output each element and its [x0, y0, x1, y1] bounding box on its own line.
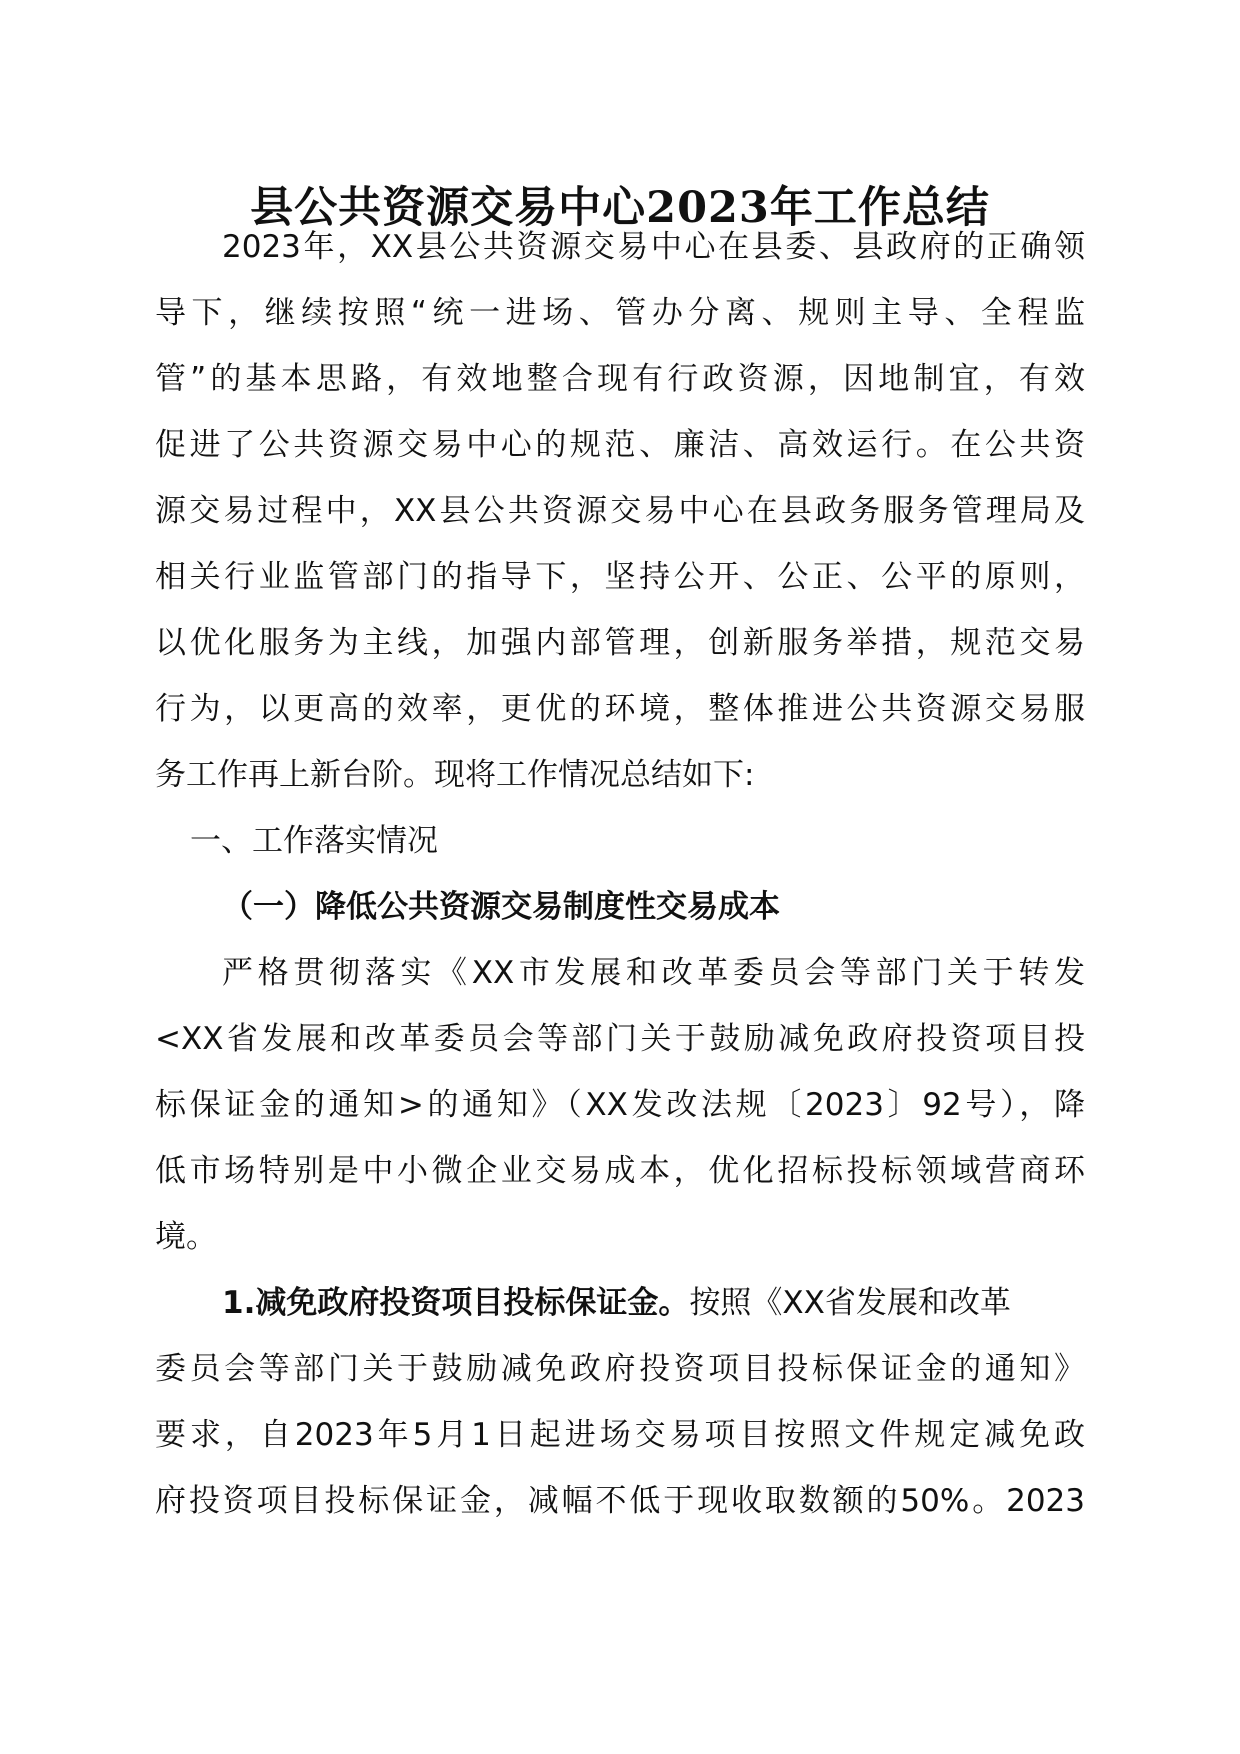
paragraph-line: 严格贯彻落实《XX市发展和改革委员会等部门关于转发: [222, 955, 1085, 991]
document-title: 县公共资源交易中心2023年工作总结: [250, 183, 990, 233]
paragraph-line: 府投资项目投标保证金，减幅不低于现收取数额的50%。2023: [155, 1483, 1085, 1519]
paragraph-line: 源交易过程中，XX县公共资源交易中心在县政务服务管理局及: [155, 493, 1085, 529]
paragraph-line: 导下，继续按照“统一进场、管办分离、规则主导、全程监: [155, 295, 1085, 331]
paragraph-line: 境。: [155, 1219, 217, 1255]
paragraph-line: 委员会等部门关于鼓励减免政府投资项目投标保证金的通知》: [155, 1351, 1085, 1387]
paragraph-line: <XX省发展和改革委员会等部门关于鼓励减免政府投资项目投: [155, 1021, 1085, 1057]
paragraph-line: 行为，以更高的效率，更优的环境，整体推进公共资源交易服: [155, 691, 1085, 727]
item-first-line: [222, 1270, 1085, 1336]
paragraph-line: 低市场特别是中小微企业交易成本，优化招标投标领域营商环: [155, 1153, 1085, 1189]
paragraph-line: 相关行业监管部门的指导下，坚持公开、公正、公平的原则，: [155, 559, 1085, 595]
paragraph-line: 以优化服务为主线，加强内部管理，创新服务举措，规范交易: [155, 625, 1085, 661]
section-heading: 一、工作落实情况: [190, 823, 438, 859]
paragraph-line: 促进了公共资源交易中心的规范、廉洁、高效运行。在公共资: [155, 427, 1085, 463]
paragraph-line: 务工作再上新台阶。现将工作情况总结如下:: [155, 757, 755, 793]
paragraph-line: 管”的基本思路，有效地整合现有行政资源，因地制宜，有效: [155, 361, 1085, 397]
item-lead: 1.减免政府投资项目投标保证金。: [222, 1285, 690, 1321]
subsection-heading: （一）降低公共资源交易制度性交易成本: [222, 889, 780, 925]
paragraph-line: 要求，自2023年5月1日起进场交易项目按照文件规定减免政: [155, 1417, 1085, 1453]
item-lead-rest: 按照《XX省发展和改革: [689, 1285, 1011, 1321]
paragraph-line: 标保证金的通知>的通知》（XX发改法规〔2023〕92号），降: [155, 1087, 1085, 1123]
paragraph-line: 2023年，XX县公共资源交易中心在县委、县政府的正确领: [222, 229, 1085, 265]
